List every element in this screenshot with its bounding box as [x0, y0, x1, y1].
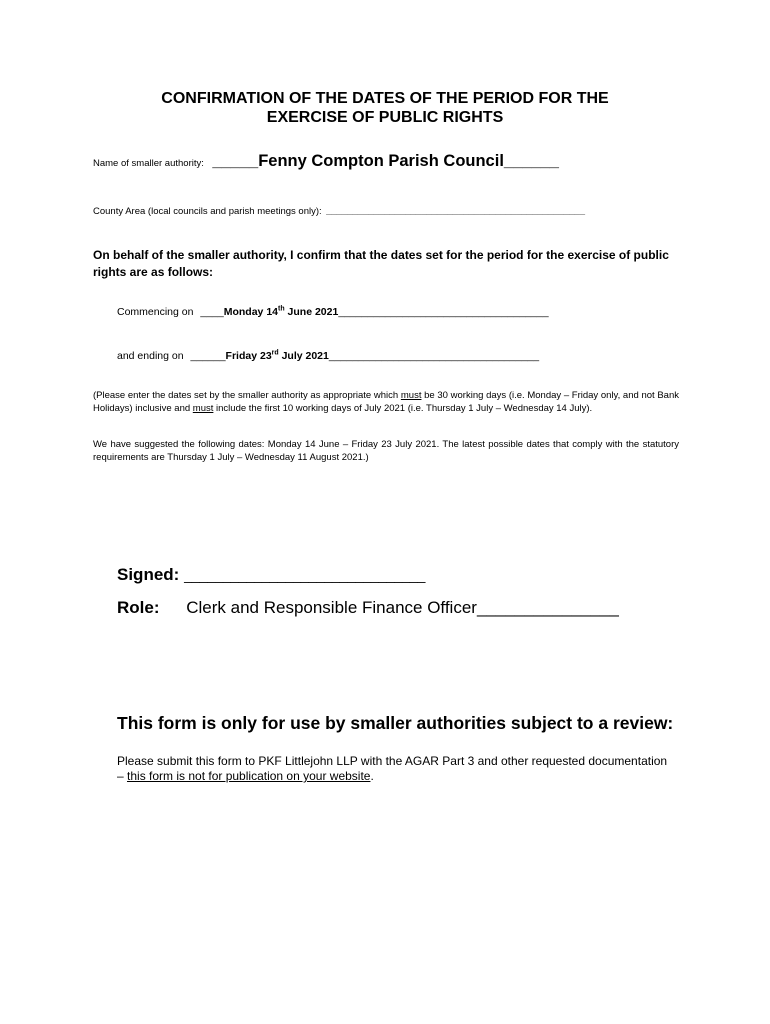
- commencing-label: Commencing on: [117, 306, 194, 318]
- guidance-part-3: include the first 10 working days of July 2021 (i.e. Thursday 1 July – Wednesday 14 July).: [213, 403, 593, 414]
- ending-day: Friday 23: [225, 350, 272, 362]
- notice-title: This form is only for use by smaller authorities subject to a review:: [117, 713, 674, 733]
- confirmation-statement: On behalf of the smaller authority, I confirm that the dates set for the period for the exercise of public rights are as follows:: [93, 248, 669, 279]
- authority-suffix-blank: ______: [503, 152, 559, 170]
- title-line-1: CONFIRMATION OF THE DATES OF THE PERIOD FOR THE: [161, 90, 609, 107]
- role-row: [117, 598, 619, 618]
- commencing-day: Monday 14: [223, 306, 278, 318]
- guidance-paragraph: [93, 389, 679, 415]
- notice-publication-warning: this form is not for publication on your website: [127, 769, 371, 783]
- ending-prefix-blank: ______: [190, 350, 226, 362]
- notice-body: [117, 754, 677, 784]
- document-title: [80, 89, 690, 127]
- guidance-part-2: be 30 working days (i.e. Monday – Friday only, and not Bank Holidays) inclusive and: [93, 390, 679, 414]
- guidance-part-1: (Please enter the dates set by the smaller authority as appropriate which: [93, 390, 401, 401]
- ending-month-year: July 2021: [278, 350, 329, 362]
- title-line-2: EXERCISE OF PUBLIC RIGHTS: [266, 109, 504, 126]
- notice-body-end: .: [370, 769, 374, 783]
- authority-name-value: Fenny Compton Parish Council: [258, 152, 504, 170]
- suggested-dates-paragraph: We have suggested the following dates: Monday 14 June – Friday 23 July 2021. The latest possible dates that comply with the statutory requirements are Thursday 1 July – Wednesday 11 August 2021.): [93, 439, 679, 463]
- role-label: Role:: [117, 598, 160, 617]
- signature-blank[interactable]: _______________________________: [184, 567, 426, 583]
- signed-row: [117, 565, 425, 585]
- commencing-suffix-blank: ____________________________________: [338, 306, 549, 318]
- ending-label: and ending on: [117, 350, 184, 362]
- county-area-label: County Area (local councils and parish meetings only):: [93, 206, 322, 217]
- county-area-blank: _________________________________________________: [326, 206, 585, 217]
- commencing-date: [224, 306, 339, 318]
- authority-prefix-blank: _____: [212, 152, 259, 170]
- commencing-row: [117, 306, 549, 318]
- ending-suffix-blank: ____________________________________: [328, 350, 540, 362]
- role-blank[interactable]: _______________: [476, 598, 619, 617]
- commencing-suffix: th: [278, 305, 285, 313]
- signed-label: Signed:: [117, 565, 180, 584]
- notice-body-text: Please submit this form to PKF Littlejohn LLP with the AGAR Part 3 and other requested documentation –: [117, 754, 668, 783]
- role-value: Clerk and Responsible Finance Officer: [186, 598, 477, 617]
- authority-name-row: [93, 152, 559, 171]
- commencing-month-year: June 2021: [284, 306, 339, 318]
- guidance-must-1: must: [400, 390, 422, 401]
- county-area-row: [93, 201, 585, 219]
- ending-row: [117, 350, 539, 362]
- guidance-must-2: must: [192, 403, 214, 414]
- ending-suffix: rd: [271, 349, 279, 357]
- authority-name-label: Name of smaller authority:: [93, 158, 204, 169]
- ending-date: [226, 350, 329, 362]
- commencing-prefix-blank: ____: [200, 306, 224, 318]
